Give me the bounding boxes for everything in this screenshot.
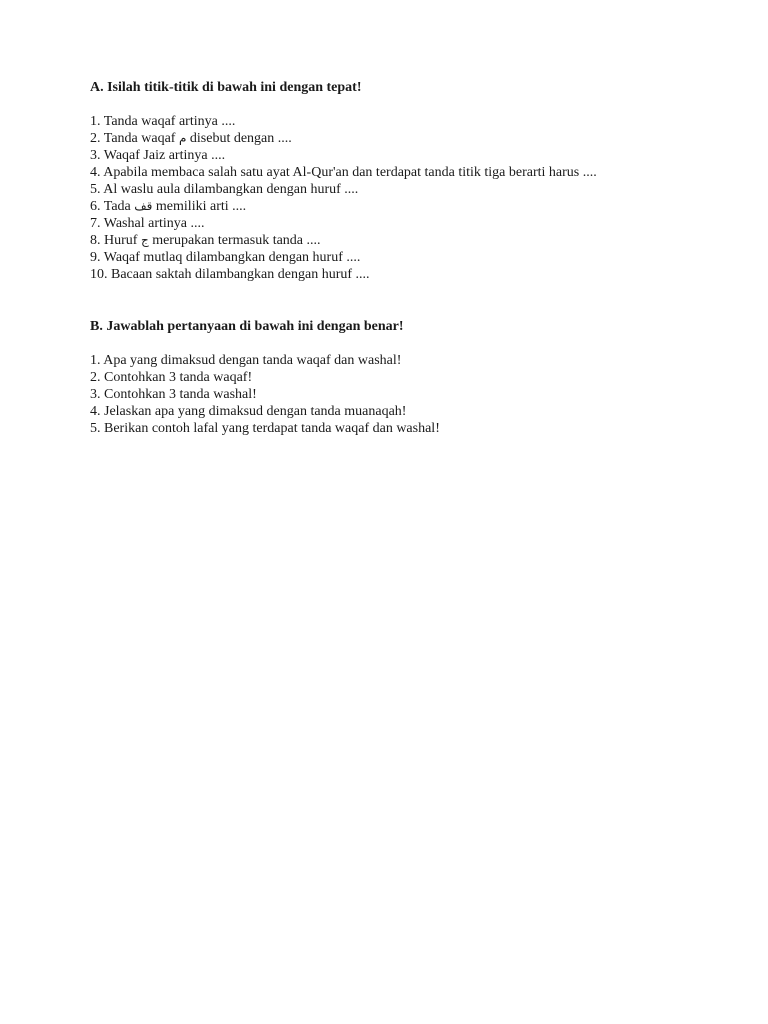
question-6-text-after: memiliki arti .... bbox=[152, 199, 247, 214]
waqaf-mim-glyph: م bbox=[178, 131, 187, 145]
section-a-question-1: 1. Tanda waqaf artinya .... bbox=[90, 114, 236, 129]
question-2-text-before: 2. Tanda waqaf bbox=[90, 131, 179, 146]
section-a-question-10: 10. Bacaan saktah dilambangkan dengan huruf .... bbox=[90, 267, 370, 282]
waqaf-jim-glyph: ج bbox=[140, 233, 149, 247]
section-b-question-5: 5. Berikan contoh lafal yang terdapat tanda waqaf dan washal! bbox=[90, 421, 440, 436]
section-a-question-9: 9. Waqaf mutlaq dilambangkan dengan huruf .... bbox=[90, 250, 361, 265]
section-a-question-6 bbox=[90, 198, 678, 215]
section-a-question-list bbox=[90, 113, 678, 283]
section-b-question-3: 3. Contohkan 3 tanda washal! bbox=[90, 387, 257, 402]
section-b-question-4: 4. Jelaskan apa yang dimaksud dengan tanda muanaqah! bbox=[90, 404, 407, 419]
waqaf-qif-glyph: قف bbox=[134, 199, 153, 213]
section-a-question-7: 7. Washal artinya .... bbox=[90, 216, 205, 231]
section-b-question-1: 1. Apa yang dimaksud dengan tanda waqaf dan washal! bbox=[90, 353, 402, 368]
question-8-text-before: 8. Huruf bbox=[90, 233, 141, 248]
question-2-text-after: disebut dengan .... bbox=[186, 131, 292, 146]
section-b-question-list bbox=[90, 352, 678, 437]
section-b-question-2: 2. Contohkan 3 tanda waqaf! bbox=[90, 370, 253, 385]
question-8-text-after: merupakan termasuk tanda .... bbox=[148, 233, 321, 248]
section-b-heading: B. Jawablah pertanyaan di bawah ini dengan benar! bbox=[90, 319, 404, 334]
section-a-question-8 bbox=[90, 232, 678, 249]
section-a-heading: A. Isilah titik-titik di bawah ini dengan tepat! bbox=[90, 80, 362, 95]
section-a-question-5: 5. Al waslu aula dilambangkan dengan huruf .... bbox=[90, 182, 359, 197]
section-a-question-2 bbox=[90, 130, 678, 147]
section-a-question-4: 4. Apabila membaca salah satu ayat Al-Qur'an dan terdapat tanda titik tiga berarti harus .... bbox=[90, 165, 597, 180]
question-6-text-before: 6. Tada bbox=[90, 199, 135, 214]
section-a-question-3: 3. Waqaf Jaiz artinya .... bbox=[90, 148, 226, 163]
